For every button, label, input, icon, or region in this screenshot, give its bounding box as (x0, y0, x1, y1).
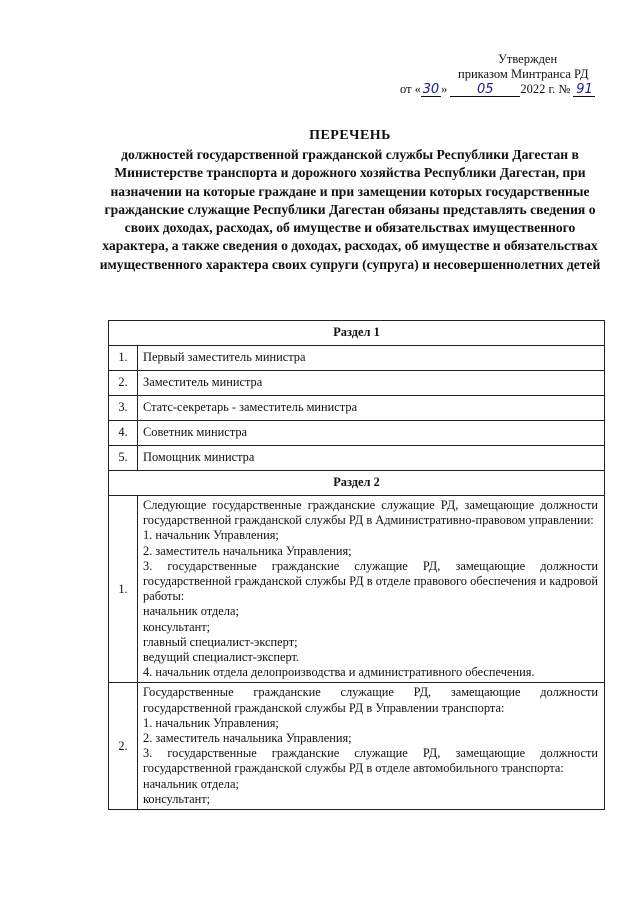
table-row (109, 446, 605, 471)
row-number: 2. (109, 371, 138, 396)
document-subtitle: должностей государственной гражданской службы Республики Дагестан в Министерстве транспорта и дорожного хозяйства Республики Дагестан, при назначении на которые граждане и при замещении которых государственные гражданские служащие Республики Дагестан обязаны представлять сведения о своих доходах, расходах, об имуществе и обязательствах имущественного характера, а также сведения о доходах, расходах, об имуществе и обязательствах имущественного характера своих супруги (супруга) и несовершеннолетних детей (99, 147, 601, 272)
row-number: 2. (109, 683, 138, 810)
description-line: 2. заместитель начальника Управления; (143, 543, 352, 558)
table-row (109, 421, 605, 446)
order-label: приказом Минтранса РД (458, 67, 589, 81)
description-line: 4. начальник отдела делопроизводства и административного обеспечения. (143, 665, 535, 680)
position-name: Заместитель министра (138, 371, 605, 396)
description-line: 1. начальник Управления; (143, 715, 279, 730)
order-month: 05 (450, 83, 520, 97)
position-description (138, 683, 605, 810)
section-1-title: Раздел 1 (109, 321, 605, 346)
description-line: 3. государственные гражданские служащие РД, замещающие должности государственной гражданской службы РД в отделе правового обеспечения и кадровой работы: (143, 558, 598, 604)
description-line: начальник отдела; (143, 604, 239, 619)
date-mid: » (440, 82, 448, 96)
position-name: Советник министра (138, 421, 605, 446)
table-row (109, 396, 605, 421)
section-header-row (109, 321, 605, 346)
section-2-title: Раздел 2 (109, 471, 605, 496)
table-row (109, 346, 605, 371)
position-description (138, 496, 605, 683)
description-line: 1. начальник Управления; (143, 528, 279, 543)
row-number: 4. (109, 421, 138, 446)
description-line: Следующие государственные гражданские служащие РД, замещающие должности государственной гражданской службы РД в Административно-правовом управлении: (143, 498, 598, 528)
description-line: 3. государственные гражданские служащие РД, замещающие должности государственной гражданской службы РД в отделе автомобильного транспорта: (143, 746, 598, 776)
row-number: 1. (109, 496, 138, 683)
document-title: ПЕРЕЧЕНЬ (309, 128, 391, 143)
table-row (109, 496, 605, 683)
description-line: консультант; (143, 791, 211, 806)
table-row (109, 371, 605, 396)
description-line: главный специалист-эксперт; (143, 634, 298, 649)
order-year: 2022 г. № (520, 82, 571, 96)
order-number: 91 (573, 83, 595, 97)
row-number: 5. (109, 446, 138, 471)
position-name: Первый заместитель министра (138, 346, 605, 371)
approval-block (400, 52, 600, 97)
table-row (109, 683, 605, 810)
description-line: 2. заместитель начальника Управления; (143, 731, 352, 746)
order-date-line (400, 82, 600, 97)
description-line: ведущий специалист-эксперт. (143, 650, 300, 665)
section-header-row (109, 471, 605, 496)
date-prefix: от « (400, 82, 421, 96)
positions-table (108, 320, 605, 810)
row-number: 1. (109, 346, 138, 371)
approved-label: Утвержден (498, 52, 558, 66)
description-line: начальник отдела; (143, 776, 239, 791)
description-line: консультант; (143, 619, 211, 634)
order-day: 30 (422, 82, 440, 97)
position-name: Помощник министра (138, 446, 605, 471)
row-number: 3. (109, 396, 138, 421)
position-name: Статс-секретарь - заместитель министра (138, 396, 605, 421)
description-line: Государственные гражданские служащие РД, замещающие должности государственной гражданской службы РД в Управлении транспорта: (143, 685, 598, 715)
